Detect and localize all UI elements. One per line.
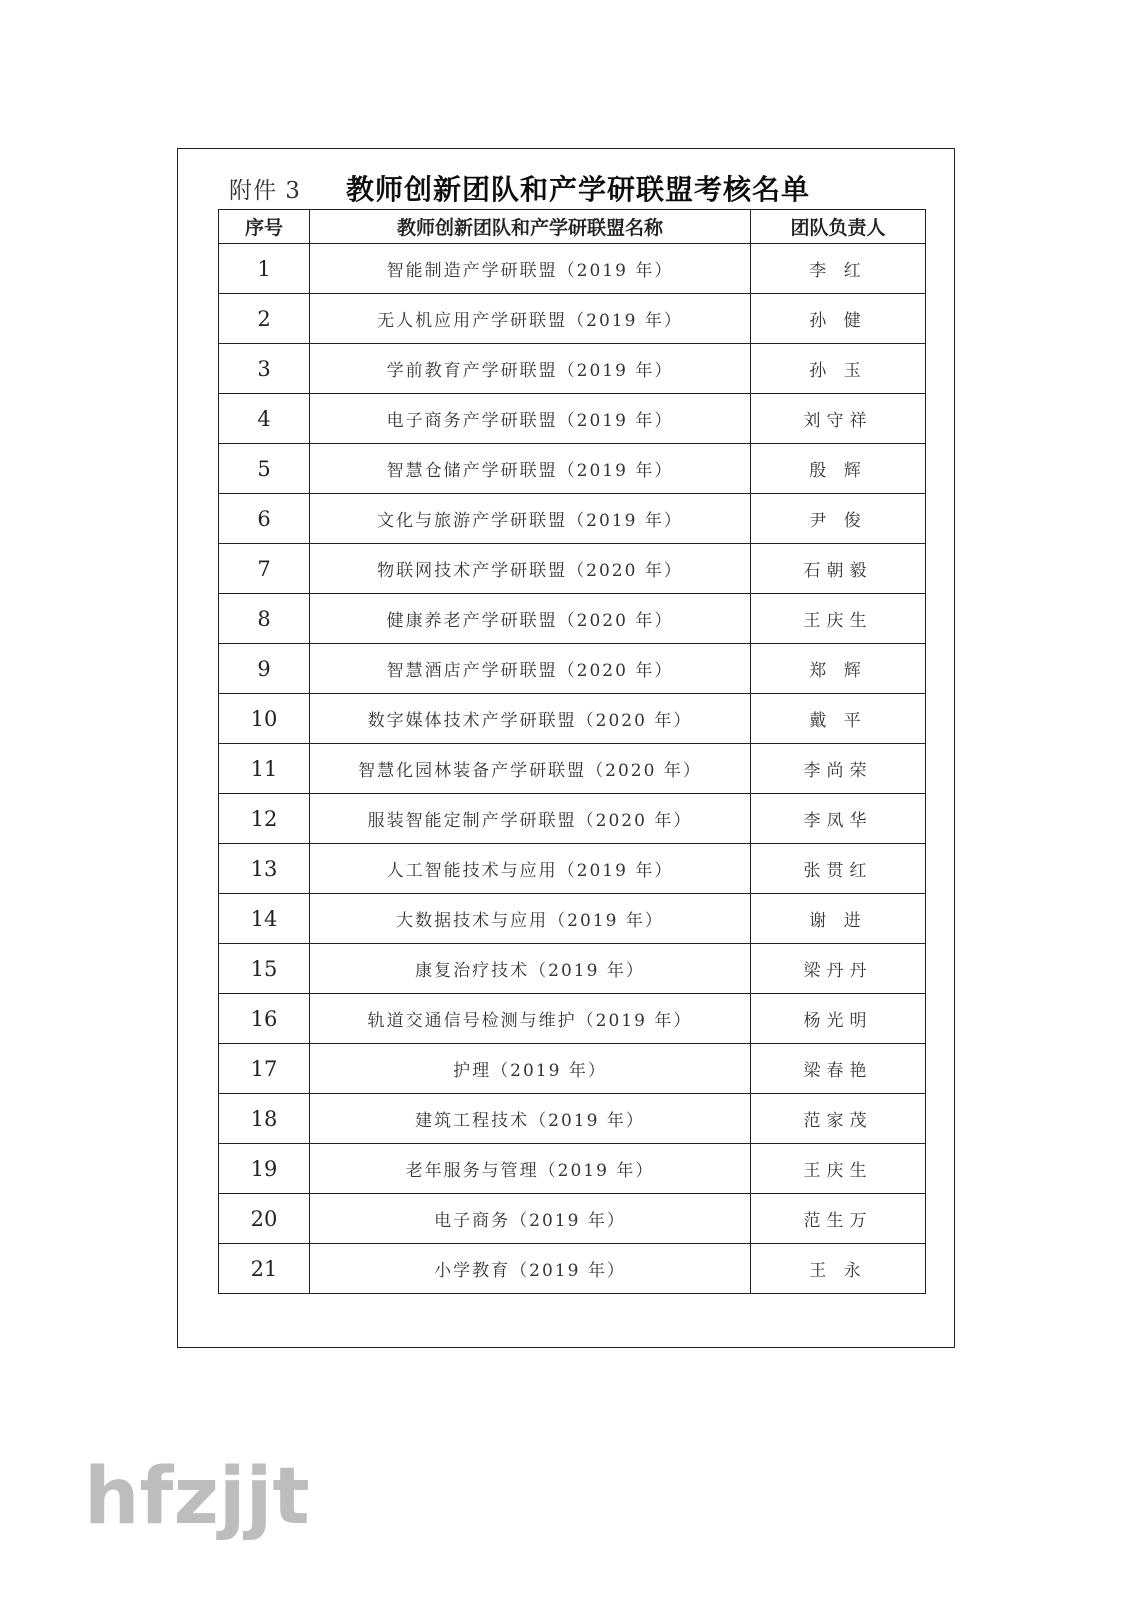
row-team-leader: 孙 健 xyxy=(751,294,926,344)
row-serial-number: 14 xyxy=(219,894,310,944)
table-row xyxy=(219,394,926,444)
row-serial-number: 5 xyxy=(219,444,310,494)
row-team-name: 轨道交通信号检测与维护（2019 年） xyxy=(310,994,751,1044)
document-title: 教师创新团队和产学研联盟考核名单 xyxy=(345,173,810,206)
table-row xyxy=(219,494,926,544)
row-team-name: 电子商务（2019 年） xyxy=(310,1194,751,1244)
row-team-name: 电子商务产学研联盟（2019 年） xyxy=(310,394,751,444)
table-row xyxy=(219,944,926,994)
row-serial-number: 18 xyxy=(219,1094,310,1144)
row-serial-number: 21 xyxy=(219,1244,310,1294)
row-team-leader: 梁丹丹 xyxy=(751,944,926,994)
table-row xyxy=(219,1144,926,1194)
row-team-leader: 孙 玉 xyxy=(751,344,926,394)
row-serial-number: 11 xyxy=(219,744,310,794)
table-row xyxy=(219,894,926,944)
table-row xyxy=(219,1194,926,1244)
row-team-name: 智慧仓储产学研联盟（2019 年） xyxy=(310,444,751,494)
table-row xyxy=(219,544,926,594)
roster-table xyxy=(218,209,926,1294)
row-team-leader: 尹 俊 xyxy=(751,494,926,544)
row-serial-number: 20 xyxy=(219,1194,310,1244)
row-serial-number: 16 xyxy=(219,994,310,1044)
table-row xyxy=(219,594,926,644)
row-serial-number: 10 xyxy=(219,694,310,744)
row-team-leader: 梁春艳 xyxy=(751,1044,926,1094)
row-team-leader: 李 红 xyxy=(751,244,926,294)
row-team-leader: 戴 平 xyxy=(751,694,926,744)
header-team-name: 教师创新团队和产学研联盟名称 xyxy=(310,210,751,244)
row-team-name: 数字媒体技术产学研联盟（2020 年） xyxy=(310,694,751,744)
table-row xyxy=(219,294,926,344)
table-row xyxy=(219,994,926,1044)
row-team-name: 健康养老产学研联盟（2020 年） xyxy=(310,594,751,644)
header-serial-number: 序号 xyxy=(219,210,310,244)
row-serial-number: 19 xyxy=(219,1144,310,1194)
row-team-leader: 谢 进 xyxy=(751,894,926,944)
row-serial-number: 3 xyxy=(219,344,310,394)
row-team-leader: 李凤华 xyxy=(751,794,926,844)
row-team-name: 小学教育（2019 年） xyxy=(310,1244,751,1294)
row-team-name: 智慧化园林装备产学研联盟（2020 年） xyxy=(310,744,751,794)
attachment-label: 附件 3 xyxy=(229,177,301,204)
row-team-name: 康复治疗技术（2019 年） xyxy=(310,944,751,994)
table-row xyxy=(219,644,926,694)
row-serial-number: 1 xyxy=(219,244,310,294)
document-heading xyxy=(229,168,929,208)
row-team-leader: 王庆生 xyxy=(751,594,926,644)
roster-table-body xyxy=(219,244,926,1294)
row-team-leader: 殷 辉 xyxy=(751,444,926,494)
row-team-name: 老年服务与管理（2019 年） xyxy=(310,1144,751,1194)
row-serial-number: 13 xyxy=(219,844,310,894)
table-row xyxy=(219,744,926,794)
row-team-name: 人工智能技术与应用（2019 年） xyxy=(310,844,751,894)
table-row xyxy=(219,1094,926,1144)
row-team-name: 护理（2019 年） xyxy=(310,1044,751,1094)
row-team-name: 智能制造产学研联盟（2019 年） xyxy=(310,244,751,294)
row-team-leader: 郑 辉 xyxy=(751,644,926,694)
row-team-name: 建筑工程技术（2019 年） xyxy=(310,1094,751,1144)
row-team-leader: 范家茂 xyxy=(751,1094,926,1144)
row-serial-number: 2 xyxy=(219,294,310,344)
row-team-leader: 王 永 xyxy=(751,1244,926,1294)
row-team-leader: 范生万 xyxy=(751,1194,926,1244)
row-team-leader: 李尚荣 xyxy=(751,744,926,794)
row-team-leader: 石朝毅 xyxy=(751,544,926,594)
table-row xyxy=(219,844,926,894)
row-serial-number: 15 xyxy=(219,944,310,994)
row-team-leader: 王庆生 xyxy=(751,1144,926,1194)
watermark-logo: hfzjjt xyxy=(84,1452,310,1542)
row-serial-number: 4 xyxy=(219,394,310,444)
table-row xyxy=(219,344,926,394)
row-serial-number: 8 xyxy=(219,594,310,644)
row-team-name: 无人机应用产学研联盟（2019 年） xyxy=(310,294,751,344)
row-serial-number: 12 xyxy=(219,794,310,844)
row-team-name: 学前教育产学研联盟（2019 年） xyxy=(310,344,751,394)
table-row xyxy=(219,244,926,294)
table-row xyxy=(219,444,926,494)
row-team-leader: 刘守祥 xyxy=(751,394,926,444)
row-serial-number: 17 xyxy=(219,1044,310,1094)
row-team-name: 智慧酒店产学研联盟（2020 年） xyxy=(310,644,751,694)
header-team-leader: 团队负责人 xyxy=(751,210,926,244)
row-serial-number: 9 xyxy=(219,644,310,694)
row-serial-number: 7 xyxy=(219,544,310,594)
table-row xyxy=(219,794,926,844)
table-header-row xyxy=(219,210,926,244)
row-team-name: 大数据技术与应用（2019 年） xyxy=(310,894,751,944)
table-row xyxy=(219,1044,926,1094)
row-team-name: 服装智能定制产学研联盟（2020 年） xyxy=(310,794,751,844)
row-serial-number: 6 xyxy=(219,494,310,544)
row-team-name: 文化与旅游产学研联盟（2019 年） xyxy=(310,494,751,544)
row-team-name: 物联网技术产学研联盟（2020 年） xyxy=(310,544,751,594)
row-team-leader: 杨光明 xyxy=(751,994,926,1044)
table-row xyxy=(219,694,926,744)
table-row xyxy=(219,1244,926,1294)
row-team-leader: 张贯红 xyxy=(751,844,926,894)
